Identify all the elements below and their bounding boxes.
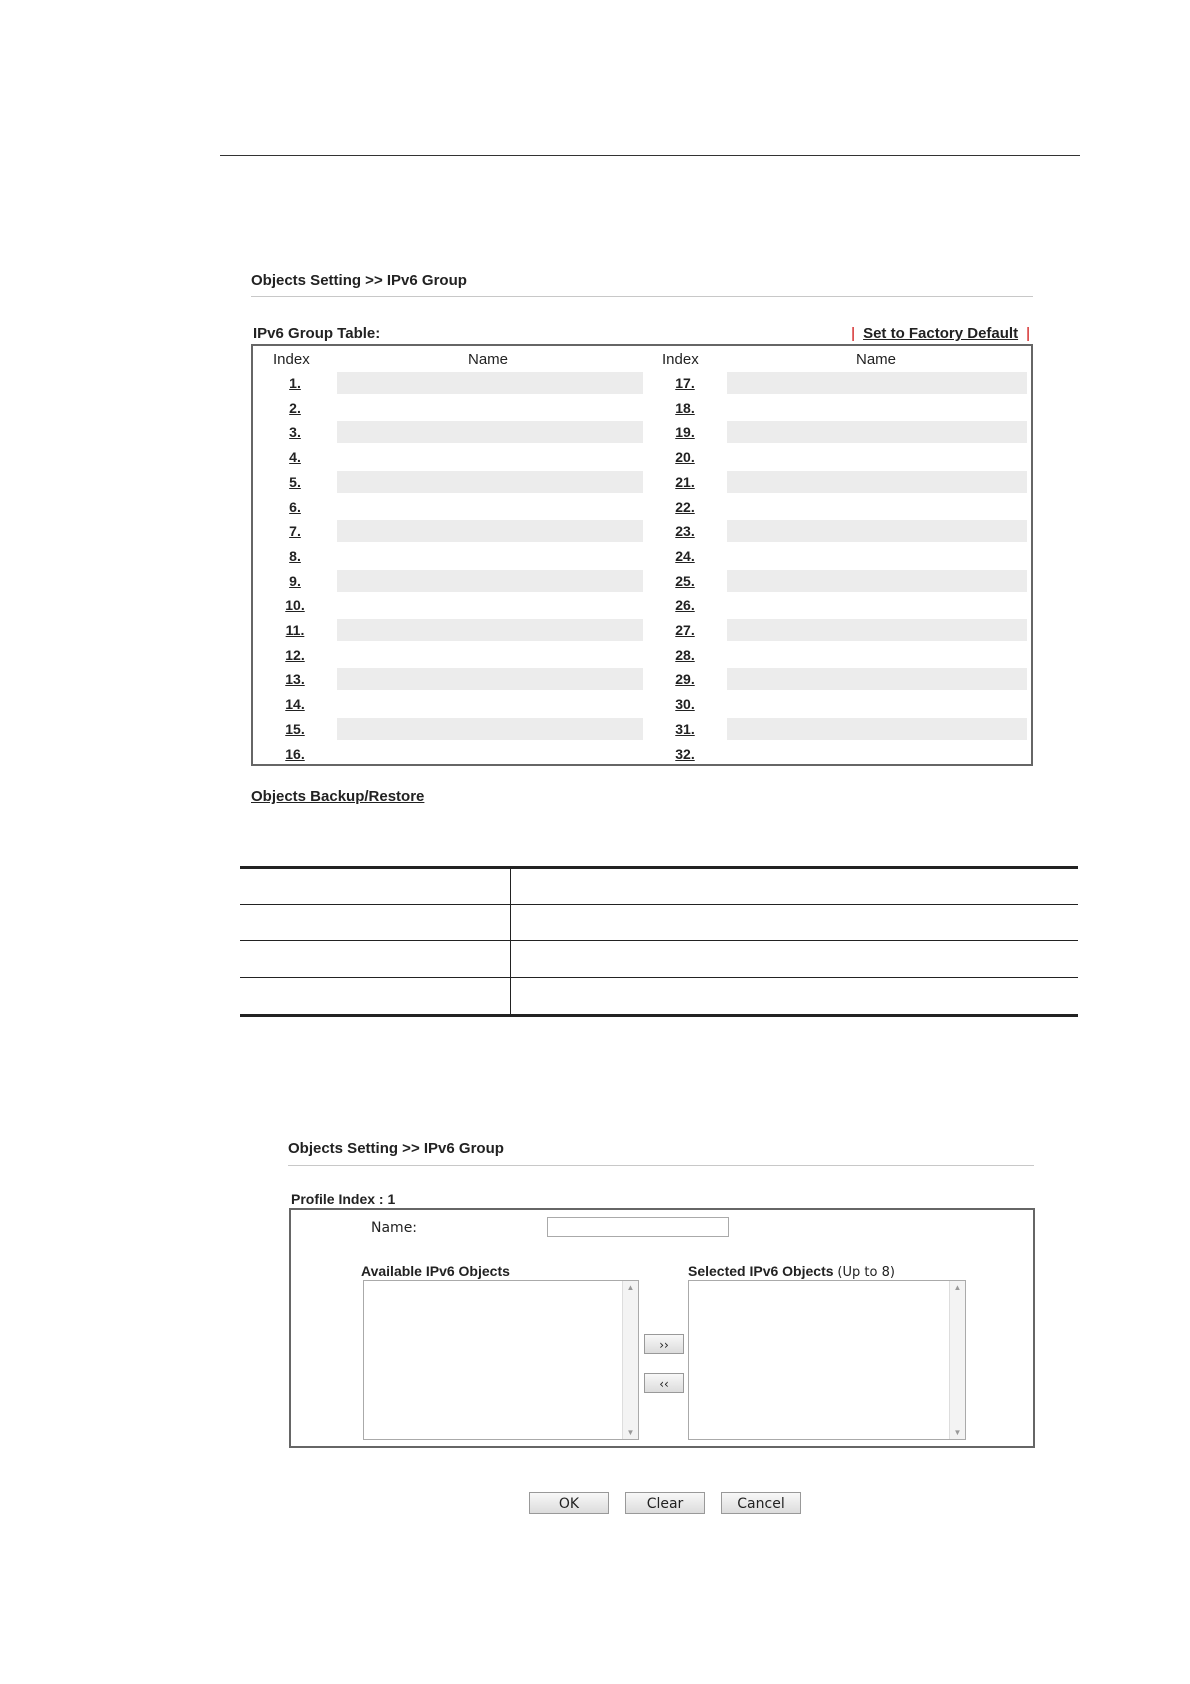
group-name-cell — [337, 619, 643, 641]
group-index-link[interactable]: 11. — [285, 622, 305, 638]
header-index-left: Index — [273, 351, 310, 368]
group-name-cell — [337, 545, 643, 567]
table-column-divider — [510, 868, 511, 1014]
group-index-link[interactable]: 2. — [289, 399, 301, 416]
group-name-cell — [727, 644, 1027, 666]
group-name-cell — [727, 570, 1027, 592]
group-name-cell — [337, 718, 643, 740]
table-row — [257, 693, 1027, 715]
group-index-link[interactable]: 21. — [675, 473, 695, 490]
table-row-rule — [240, 904, 1078, 905]
set-to-factory-default-link[interactable]: Set to Factory Default — [863, 325, 1019, 342]
group-name-cell — [727, 496, 1027, 518]
group-name-cell — [727, 619, 1027, 641]
table-top-rule — [240, 866, 1078, 869]
group-name-cell — [337, 496, 643, 518]
group-name-cell — [727, 372, 1027, 394]
group-name-cell — [337, 594, 643, 616]
group-name-cell — [337, 471, 643, 493]
group-index-link[interactable]: 4. — [289, 449, 301, 466]
group-index-link[interactable]: 16. — [285, 745, 305, 762]
table-row — [257, 718, 1027, 740]
add-object-button[interactable]: ›› — [644, 1334, 684, 1354]
selected-objects-heading — [688, 1263, 895, 1280]
group-index-link[interactable]: 8. — [289, 547, 301, 564]
selected-list-scrollbar[interactable] — [949, 1281, 965, 1439]
factory-default-area — [843, 325, 1030, 342]
table-row — [257, 619, 1027, 641]
table-row — [257, 570, 1027, 592]
group-index-link[interactable]: 6. — [289, 498, 301, 515]
group-name-cell — [727, 471, 1027, 493]
group-name-cell — [727, 594, 1027, 616]
table-row — [257, 644, 1027, 666]
table-row-rule — [240, 977, 1078, 978]
group-index-link[interactable]: 1. — [289, 375, 301, 391]
ipv6-group-table — [251, 344, 1033, 766]
form-page-title: Objects Setting >> IPv6 Group — [288, 1140, 504, 1157]
selected-objects-label: Selected IPv6 Objects — [688, 1263, 834, 1279]
page-title: Objects Setting >> IPv6 Group — [251, 272, 467, 289]
selected-objects-list[interactable] — [688, 1280, 966, 1440]
group-name-cell — [727, 397, 1027, 419]
separator-right: | — [1026, 325, 1030, 342]
table-row — [257, 594, 1027, 616]
group-name-cell — [727, 545, 1027, 567]
group-name-cell — [727, 718, 1027, 740]
group-table-label: IPv6 Group Table: — [253, 325, 381, 342]
separator-left: | — [851, 325, 856, 342]
group-index-link[interactable]: 31. — [675, 720, 695, 737]
scroll-up-icon[interactable]: ▲ — [953, 1283, 962, 1292]
scroll-down-icon[interactable]: ▼ — [626, 1428, 635, 1437]
table-row — [257, 471, 1027, 493]
group-edit-panel — [289, 1208, 1035, 1448]
scroll-down-icon[interactable]: ▼ — [953, 1428, 962, 1437]
group-index-link[interactable]: 23. — [675, 523, 695, 540]
available-list-scrollbar[interactable] — [622, 1281, 638, 1439]
selected-limit-note: (Up to 8) — [837, 1265, 895, 1280]
table-bottom-rule — [240, 1014, 1078, 1017]
table-row — [257, 520, 1027, 542]
group-name-cell — [337, 446, 643, 468]
group-index-link[interactable]: 25. — [675, 572, 695, 589]
header-name-right: Name — [856, 351, 897, 368]
group-name-cell — [337, 372, 643, 394]
header-index-right: Index — [662, 351, 699, 368]
group-index-link[interactable]: 29. — [675, 671, 695, 688]
group-index-link[interactable]: 26. — [675, 597, 695, 614]
group-name-cell — [337, 570, 643, 592]
cancel-button[interactable]: Cancel — [721, 1492, 801, 1514]
table-row — [257, 743, 1027, 765]
table-row — [257, 421, 1027, 443]
scroll-up-icon[interactable]: ▲ — [626, 1283, 635, 1292]
group-index-link[interactable]: 32. — [675, 745, 695, 762]
group-index-link[interactable]: 7. — [289, 523, 301, 540]
table-row — [257, 545, 1027, 567]
page-top-rule — [220, 155, 1080, 156]
group-name-cell — [337, 397, 643, 419]
table-row — [257, 668, 1027, 690]
group-index-link[interactable]: 30. — [675, 696, 695, 713]
group-index-link[interactable]: 27. — [675, 622, 695, 638]
group-index-link[interactable]: 18. — [675, 399, 695, 416]
objects-backup-restore-link[interactable]: Objects Backup/Restore — [251, 788, 425, 805]
group-name-cell — [727, 743, 1027, 765]
group-name-cell — [727, 421, 1027, 443]
profile-index-label: Profile Index : 1 — [291, 1191, 396, 1207]
group-index-link[interactable]: 14. — [285, 696, 305, 713]
group-name-cell — [337, 693, 643, 715]
group-index-link[interactable]: 28. — [675, 646, 695, 663]
title-rule — [251, 296, 1033, 297]
description-table — [240, 866, 1078, 1021]
group-index-link[interactable]: 10. — [285, 597, 305, 614]
available-objects-list[interactable] — [363, 1280, 639, 1440]
group-index-link[interactable]: 13. — [285, 671, 305, 688]
group-name-cell — [727, 520, 1027, 542]
header-name-left: Name — [468, 351, 509, 368]
table-row-rule — [240, 940, 1078, 941]
clear-button[interactable]: Clear — [625, 1492, 705, 1514]
group-name-cell — [337, 421, 643, 443]
name-input[interactable] — [547, 1217, 729, 1237]
group-name-cell — [337, 668, 643, 690]
group-index-link[interactable]: 15. — [285, 720, 305, 737]
group-name-cell — [727, 693, 1027, 715]
table-row — [257, 446, 1027, 468]
group-index-link[interactable]: 19. — [675, 424, 695, 441]
group-name-cell — [727, 668, 1027, 690]
table-row — [257, 372, 1027, 394]
ok-button[interactable]: OK — [529, 1492, 609, 1514]
group-index-link[interactable]: 24. — [675, 547, 695, 564]
table-row — [257, 397, 1027, 419]
group-index-link[interactable]: 3. — [289, 424, 301, 441]
group-index-link[interactable]: 5. — [289, 473, 301, 490]
group-index-link[interactable]: 22. — [675, 498, 695, 515]
group-index-link[interactable]: 20. — [675, 449, 695, 466]
group-name-cell — [337, 520, 643, 542]
group-name-cell — [337, 743, 643, 765]
group-index-link[interactable]: 12. — [285, 646, 305, 663]
group-index-link[interactable]: 9. — [289, 572, 301, 589]
table-row — [257, 496, 1027, 518]
group-index-link[interactable]: 17. — [675, 375, 695, 391]
group-name-cell — [337, 644, 643, 666]
group-name-cell — [727, 446, 1027, 468]
available-objects-label: Available IPv6 Objects — [361, 1263, 510, 1279]
name-label: Name: — [371, 1220, 418, 1236]
remove-object-button[interactable]: ‹‹ — [644, 1373, 684, 1393]
form-title-rule — [288, 1165, 1034, 1166]
